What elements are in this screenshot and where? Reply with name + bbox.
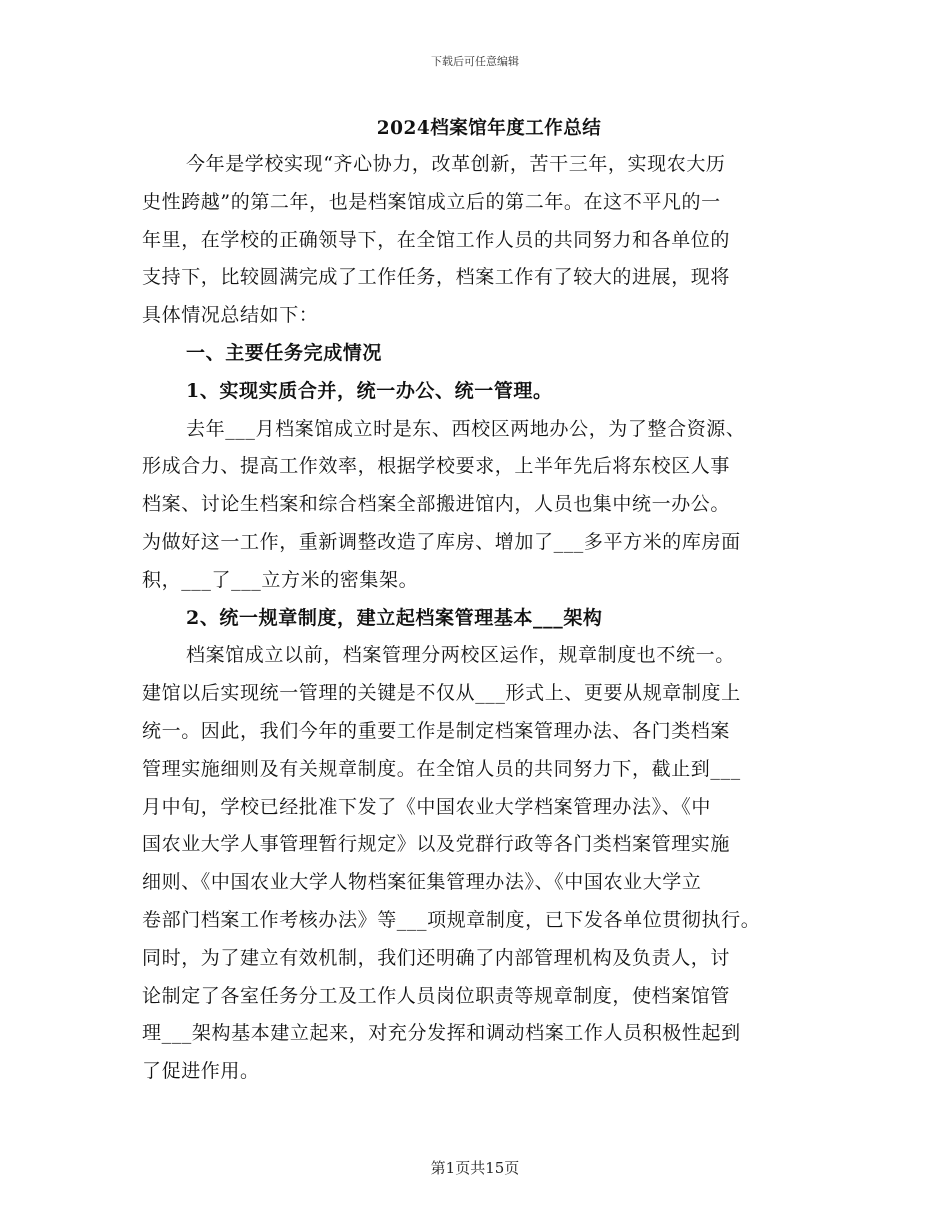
text-line: 理___架构基本建立起来，对充分发挥和调动档案工作人员积极性起到 [142,1022,741,1045]
text-line: 形成合力、提高工作效率，根据学校要求，上半年先后将东校区人事 [142,455,731,478]
subsection-heading: 2、统一规章制度，建立起档案管理基本___架构 [186,606,603,629]
page-header: 下载后可任意编辑 [431,55,519,68]
document-body [142,112,822,1091]
text-line: 今年是学校实现“齐心协力，改革创新，苦干三年，实现农大历 [186,153,726,175]
text-line: 为做好这一工作，重新调整改造了库房、增加了___多平方米的库房面 [142,530,741,553]
text-line: 年里，在学校的正确领导下，在全馆工作人员的共同努力和各单位的 [142,228,731,251]
subsection-1-paragraph [142,411,822,600]
text-line: 档案、讨论生档案和综合档案全部搬进馆内，人员也集中统一办公。 [142,493,731,516]
text-line: 国农业大学人事管理暂行规定》以及党群行政等各门类档案管理实施 [142,833,731,856]
text-line: 细则、《中国农业大学人物档案征集管理办法》、《中国农业大学立 [142,871,702,894]
text-line: 了促进作用。 [142,1060,260,1083]
text-line: 积，___了___立方米的密集架。 [142,568,419,591]
text-line: 具体情况总结如下： [142,304,319,327]
text-line: 统一。因此，我们今年的重要工作是制定档案管理办法、各门类档案 [142,719,731,742]
text-line: 论制定了各室任务分工及工作人员岗位职责等规章制度，使档案馆管 [142,984,731,1007]
document-title: 2024档案馆年度工作总结 [376,118,602,139]
text-line: 档案馆成立以前，档案管理分两校区运作，规章制度也不统一。 [186,644,735,667]
intro-paragraph [142,146,822,335]
text-line: 月中旬，学校已经批准下发了《中国农业大学档案管理办法》、《中 [142,795,712,818]
text-line: 同时，为了建立有效机制，我们还明确了内部管理机构及负责人，讨 [142,946,731,969]
text-line: 去年___月档案馆成立时是东、西校区两地办公，为了整合资源、 [186,417,746,440]
subsection-2-paragraph [142,637,822,1091]
text-line: 卷部门档案工作考核办法》等___项规章制度，已下发各单位贯彻执行。 [142,908,761,931]
page-footer: 第1页共15页 [430,1159,520,1177]
subsection-heading: 1、实现实质合并，统一办公、统一管理。 [186,379,553,402]
text-line: 建馆以后实现统一管理的关键是不仅从___形式上、更要从规章制度上 [142,682,741,705]
section-heading: 一、主要任务完成情况 [186,341,383,364]
text-line: 史性跨越”的第二年，也是档案馆成立后的第二年。在这不平凡的一 [142,190,721,213]
text-line: 管理实施细则及有关规章制度。在全馆人员的共同努力下，截止到___ [142,757,741,780]
text-line: 支持下，比较圆满完成了工作任务，档案工作有了较大的进展，现将 [142,266,731,289]
